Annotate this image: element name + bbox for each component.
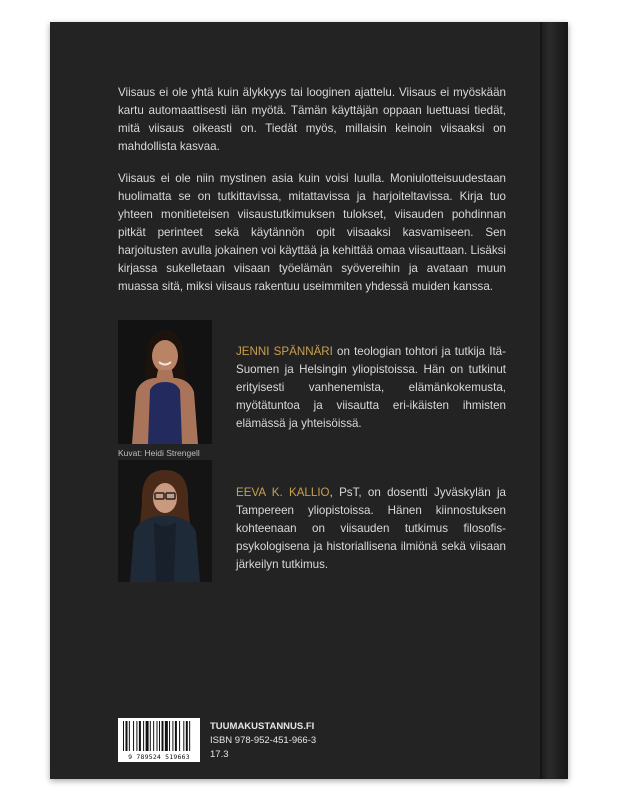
author-photo-spannari (118, 320, 212, 444)
isbn-text: ISBN 978-952-451-966-3 (210, 735, 317, 746)
blurb-paragraph-1: Viisaus ei ole yhtä kuin älykkyys tai looginen ajattelu. Viisaus ei myöskään kartu automaattisesti iän myötä. Tämän käyttäjän oppaan luettuasi tiedät, mitä viisaus oikeasti on. Tiedät myös, millaisin keinoin viisaaksi on mahdollista kasvaa. (118, 86, 506, 153)
publisher-info (210, 720, 316, 762)
author-photo-kallio (118, 460, 212, 582)
author-name-kallio: EEVA K. KALLIO (236, 486, 330, 499)
author-bio-text: on teologian tohtori ja tutkija Itä-Suomen ja Helsingin yliopistoissa. Hän on tutkinut erityisesti vanhenemista, elämänkokemusta, myötätuntoa ja viisautta eri-ikäisten ihmisten elämässä ja yhteisöissä. (236, 345, 506, 430)
isbn-barcode (118, 718, 200, 762)
barcode-number: 9 789524 519663 (128, 753, 190, 761)
photo-credit: Kuvat: Heidi Strengell (118, 448, 200, 458)
author-bio-spannari (236, 343, 506, 433)
classification-code: 17.3 (210, 749, 229, 760)
publisher-website: TUUMAKUSTANNUS.FI (210, 721, 315, 732)
spine-groove (540, 22, 542, 779)
author-name-spannari: JENNI SPÄNNÄRI (236, 345, 333, 358)
book-spine (540, 22, 568, 779)
author-bio-kallio (236, 484, 506, 574)
blurb-paragraph-2: Viisaus ei ole niin mystinen asia kuin voisi luulla. Moniulotteisuudestaan huolimatta se on tutkittavissa, mitattavissa ja harjoiteltavissa. Kirja tuo yhteen monitieteisen viisaustutkimuksen tulokset, viisauden pohdinnan pitkät perinteet sekä käytännön opit viisaaksi kasvamiseen. Sen harjoitusten avulla jokainen voi käyttää ja kehittää omaa viisauttaan. Lisäksi kirjassa sukelletaan viisaan työelämän syövereihin ja avataan muun muassa sitä, miksi viisaus rakentuu useimmiten yhdessä muiden kanssa. (118, 172, 506, 293)
barcode-bars (118, 718, 200, 754)
author-bio-text: , PsT, on dosentti Jyväskylän ja Tampereen yliopistoissa. Hänen kiinnostuksen kohteenaan on viisauden tutkimus filosofis-psykologisena ja historiallisena ilmiönä sekä viisaan järkeilyn tutkimus. (236, 486, 506, 571)
